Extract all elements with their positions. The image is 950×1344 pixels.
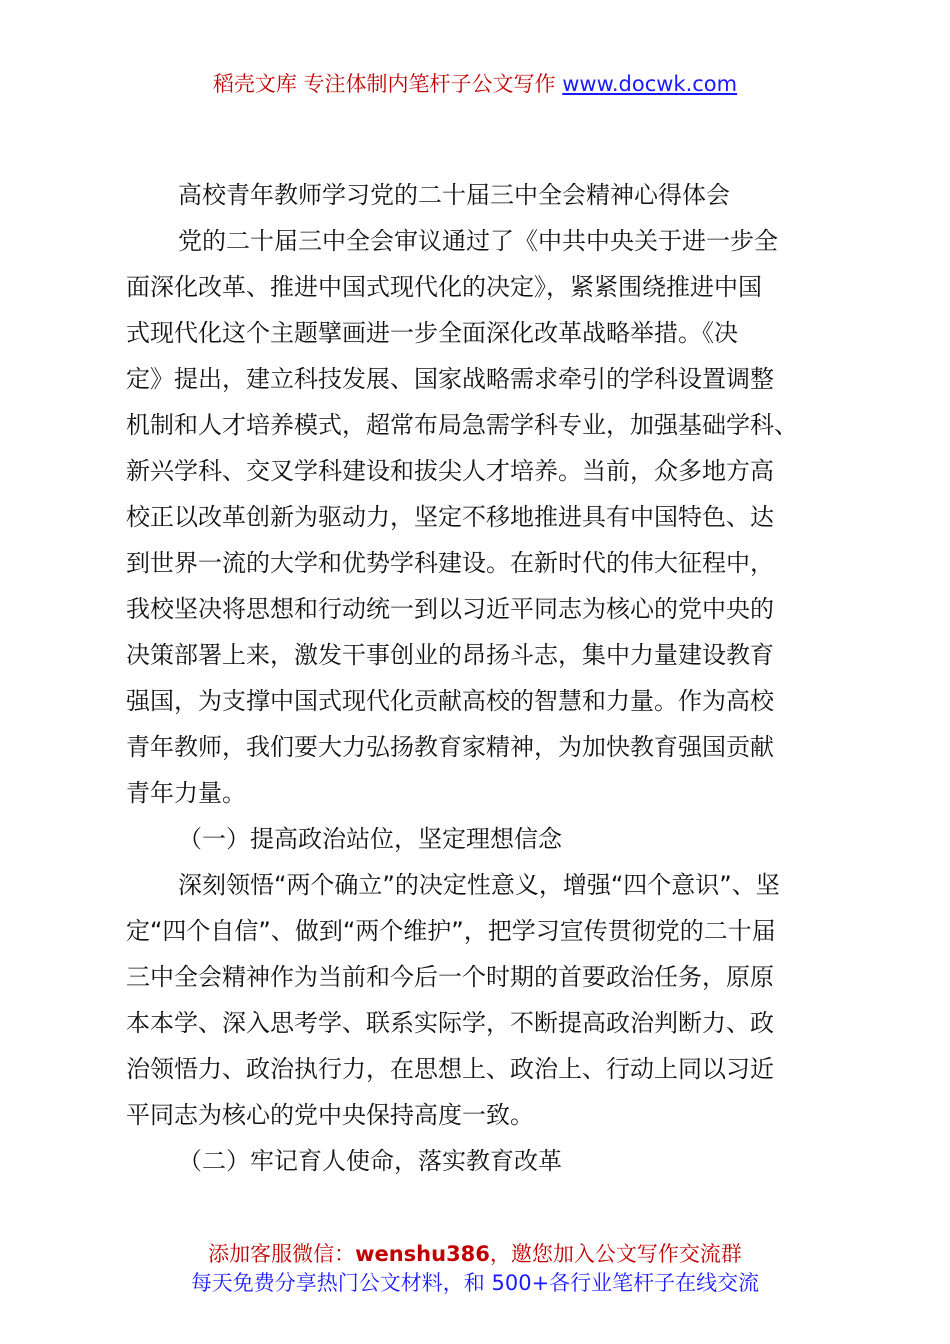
paragraph-line: 本本学、深入思考学、联系实际学，不断提高政治判断力、政: [126, 1009, 774, 1037]
footer-share-line: 每天免费分享热门公文材料，和 500+各行业笔杆子在线交流: [190, 1271, 760, 1295]
footer-wechat-suffix: ，邀您加入公文写作交流群: [489, 1242, 742, 1266]
paragraph-line: 治领悟力、政治执行力，在思想上、政治上、行动上同以习近: [126, 1055, 774, 1083]
paragraph-line: 深刻领悟“两个确立”的决定性意义，增强“四个意识”、坚: [178, 871, 780, 899]
paragraph-line: 校正以改革创新为驱动力，坚定不移地推进具有中国特色、达: [126, 503, 774, 531]
paragraph-line: 三中全会精神作为当前和今后一个时期的首要政治任务，原原: [126, 963, 774, 991]
site-banner: [0, 70, 950, 98]
paragraph-line: 党的二十届三中全会审议通过了《中共中央关于进一步全: [178, 227, 778, 255]
banner-text: 稻壳文库 专注体制内笔杆子公文写作: [212, 72, 556, 96]
document-body: [126, 172, 826, 1184]
footer-wechat-id: wenshu386: [355, 1242, 490, 1266]
paragraph-line: 新兴学科、交叉学科建设和拔尖人才培养。当前，众多地方高: [126, 457, 774, 485]
banner-url-link[interactable]: www.docwk.com: [562, 72, 738, 96]
paragraph-line: 到世界一流的大学和优势学科建设。在新时代的伟大征程中，: [126, 549, 774, 577]
paragraph-line: 我校坚决将思想和行动统一到以习近平同志为核心的党中央的: [126, 595, 774, 623]
paragraph-line: 机制和人才培养模式，超常布局急需学科专业，加强基础学科、: [126, 411, 798, 439]
section-heading-2: （二）牢记育人使命，落实教育改革: [178, 1147, 562, 1175]
paragraph-line: 青年力量。: [126, 779, 246, 807]
document-title: 高校青年教师学习党的二十届三中全会精神心得体会: [178, 181, 730, 209]
paragraph-line: 定“四个自信”、做到“两个维护”，把学习宣传贯彻党的二十届: [126, 917, 776, 945]
paragraph-line: 式现代化这个主题擘画进一步全面深化改革战略举措。《决: [126, 319, 738, 347]
paragraph-line: 决策部署上来，激发干事创业的昂扬斗志，集中力量建设教育: [126, 641, 774, 669]
paragraph-line: 强国，为支撑中国式现代化贡献高校的智慧和力量。作为高校: [126, 687, 774, 715]
paragraph-line: 平同志为核心的党中央保持高度一致。: [126, 1101, 534, 1129]
paragraph-line: 定》提出，建立科技发展、国家战略需求牵引的学科设置调整: [126, 365, 774, 393]
promo-footer: [0, 1240, 950, 1298]
paragraph-line: 面深化改革、推进中国式现代化的决定》，紧紧围绕推进中国: [126, 273, 762, 301]
section-heading-1: （一）提高政治站位，坚定理想信念: [178, 825, 562, 853]
paragraph-line: 青年教师，我们要大力弘扬教育家精神，为加快教育强国贡献: [126, 733, 774, 761]
footer-wechat-line: [0, 1240, 950, 1269]
footer-wechat-prefix: 添加客服微信：: [208, 1242, 356, 1266]
